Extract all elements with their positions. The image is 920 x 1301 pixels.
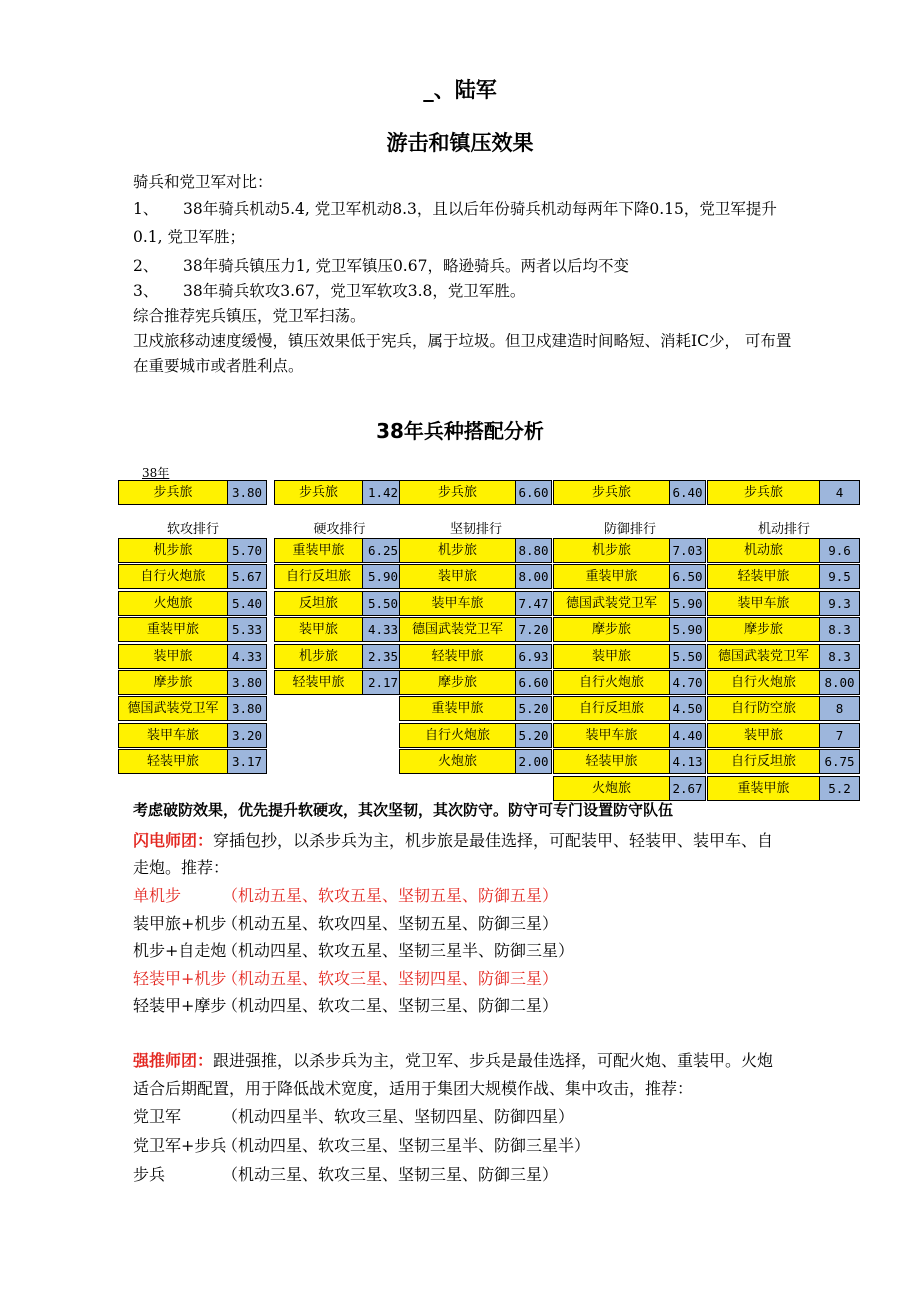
rank-value: 2.67 — [669, 776, 706, 801]
section-title: _、陆军 — [423, 78, 497, 102]
baseline-value: 1.42 — [362, 480, 404, 505]
guerrilla-conclusion: 综合推荐宪兵镇压，党卫军扫荡。 — [133, 307, 366, 325]
rank-value: 5.2 — [819, 776, 860, 801]
rank-name: 自行反坦旅 — [707, 749, 820, 774]
rank-name: 重装甲旅 — [399, 696, 516, 721]
rank-value: 8.3 — [819, 617, 860, 642]
column-header: 硬攻排行 — [313, 522, 366, 537]
rank-name: 装甲车旅 — [399, 591, 516, 616]
rank-value: 2.35 — [362, 644, 404, 669]
rank-name: 机动旅 — [707, 538, 820, 563]
rank-value: 5.33 — [227, 617, 267, 642]
rank-value: 3.17 — [227, 749, 267, 774]
guerrilla-title: 游击和镇压效果 — [386, 131, 534, 155]
baseline-name: 步兵旅 — [553, 480, 670, 505]
rank-value: 7.20 — [515, 617, 552, 642]
rank-name: 摩步旅 — [553, 617, 670, 642]
blitz-label: 闪电师团： — [133, 831, 214, 850]
rank-value: 5.20 — [515, 696, 552, 721]
baseline-value: 6.40 — [669, 480, 706, 505]
push-stars: （机动四星半、软攻三星、坚韧四星、防御四星） — [222, 1107, 575, 1126]
rank-value: 6.50 — [669, 564, 706, 589]
rank-value: 6.60 — [515, 670, 552, 695]
rank-name: 装甲旅 — [553, 644, 670, 669]
rank-name: 机步旅 — [118, 538, 228, 563]
rank-value: 3.20 — [227, 723, 267, 748]
rank-name: 装甲旅 — [707, 723, 820, 748]
rank-name: 装甲旅 — [274, 617, 363, 642]
rank-value: 6.93 — [515, 644, 552, 669]
guerrilla-intro: 骑兵和党卫军对比： — [133, 173, 273, 191]
blitz-stars: （机动四星、软攻二星、坚韧三星、防御二星） — [222, 996, 559, 1015]
rank-name: 自行火炮旅 — [553, 670, 670, 695]
push-label: 强推师团： — [133, 1051, 214, 1070]
rank-name: 轻装甲旅 — [707, 564, 820, 589]
baseline-value: 4 — [819, 480, 860, 505]
rank-name: 重装甲旅 — [553, 564, 670, 589]
item-number: 3、 — [133, 282, 159, 300]
rank-name: 重装甲旅 — [274, 538, 363, 563]
rank-name: 重装甲旅 — [707, 776, 820, 801]
rank-name: 机步旅 — [399, 538, 516, 563]
rank-value: 4.13 — [669, 749, 706, 774]
rank-name: 德国武装党卫军 — [118, 696, 228, 721]
rank-value: 6.25 — [362, 538, 404, 563]
rank-value: 8.3 — [819, 644, 860, 669]
rank-name: 自行火炮旅 — [707, 670, 820, 695]
rank-value: 7.47 — [515, 591, 552, 616]
rank-value: 2.17 — [362, 670, 404, 695]
push-combo: 党卫军 — [133, 1107, 182, 1126]
baseline-name: 步兵旅 — [399, 480, 516, 505]
rank-value: 3.80 — [227, 670, 267, 695]
blitz-stars: （机动五星、软攻三星、坚韧四星、防御三星） — [222, 968, 559, 988]
rank-name: 自行反坦旅 — [553, 696, 670, 721]
column-header: 软攻排行 — [166, 522, 219, 537]
item-text: 38年骑兵软攻3.67，党卫军软攻3.8，党卫军胜。 — [183, 282, 526, 300]
rank-name: 装甲车旅 — [707, 591, 820, 616]
rank-value: 4.33 — [227, 644, 267, 669]
rank-name: 自行防空旅 — [707, 696, 820, 721]
rank-value: 8 — [819, 696, 860, 721]
rank-value: 5.90 — [362, 564, 404, 589]
rank-name: 反坦旅 — [274, 591, 363, 616]
blitz-text: 穿插包抄，以杀步兵为主，机步旅是最佳选择，可配装甲、轻装甲、装甲车、自 — [213, 831, 774, 850]
rank-name: 摩步旅 — [118, 670, 228, 695]
blitz-combo: 轻装甲+机步 — [133, 968, 227, 988]
rank-value: 9.3 — [819, 591, 860, 616]
rank-value: 5.70 — [227, 538, 267, 563]
rank-name: 机步旅 — [274, 644, 363, 669]
push-text: 跟进强推，以杀步兵为主，党卫军、步兵是最佳选择，可配火炮、重装甲。火炮 — [213, 1051, 774, 1070]
item-text: 38年骑兵镇压力1, 党卫军镇压0.67，略逊骑兵。两者以后均不变 — [183, 257, 629, 275]
rank-name: 装甲车旅 — [553, 723, 670, 748]
rank-value: 4.70 — [669, 670, 706, 695]
rank-value: 5.20 — [515, 723, 552, 748]
blitz-combo: 轻装甲+摩步 — [133, 996, 227, 1015]
ranking-grid — [118, 480, 861, 796]
blitz-line1 — [133, 831, 773, 851]
item-text-cont: 0.1, 党卫军胜； — [133, 228, 246, 246]
rank-value: 5.50 — [362, 591, 404, 616]
rank-name: 德国武装党卫军 — [399, 617, 516, 642]
rank-name: 德国武装党卫军 — [553, 591, 670, 616]
push-line1 — [133, 1051, 773, 1071]
rank-name: 轻装甲旅 — [118, 749, 228, 774]
rank-value: 9.5 — [819, 564, 860, 589]
rank-value: 2.00 — [515, 749, 552, 774]
rank-value: 6.75 — [819, 749, 860, 774]
baseline-name: 步兵旅 — [274, 480, 363, 505]
garrison-note-line2: 在重要城市或者胜利点。 — [133, 357, 304, 375]
rank-name: 德国武装党卫军 — [707, 644, 820, 669]
analysis-title: 38年兵种搭配分析 — [376, 419, 544, 443]
rank-name: 摩步旅 — [399, 670, 516, 695]
consider-note: 考虑破防效果，优先提升软硬攻，其次坚韧，其次防守。防守可专门设置防守队伍 — [133, 801, 674, 819]
rank-name: 自行火炮旅 — [118, 564, 228, 589]
rank-value: 4.50 — [669, 696, 706, 721]
rank-value: 8.80 — [515, 538, 552, 563]
rank-value: 3.80 — [227, 696, 267, 721]
item-text: 38年骑兵机动5.4, 党卫军机动8.3，且以后年份骑兵机动每两年下降0.15，党卫军提升 — [183, 200, 777, 218]
column-header: 坚韧排行 — [449, 522, 502, 537]
blitz-stars: （机动四星、软攻五星、坚韧三星半、防御三星） — [222, 941, 575, 960]
rank-name: 装甲车旅 — [118, 723, 228, 748]
rank-name: 自行火炮旅 — [399, 723, 516, 748]
rank-value: 8.00 — [515, 564, 552, 589]
rank-value: 7.03 — [669, 538, 706, 563]
rank-name: 轻装甲旅 — [553, 749, 670, 774]
rank-name: 机步旅 — [553, 538, 670, 563]
garrison-note-line1: 卫戍旅移动速度缓慢，镇压效果低于宪兵，属于垃圾。但卫戍建造时间略短、消耗IC少， 可布置 — [133, 332, 792, 350]
rank-name: 火炮旅 — [118, 591, 228, 616]
rank-name: 重装甲旅 — [118, 617, 228, 642]
push-combo: 党卫军+步兵 — [133, 1136, 227, 1155]
rank-value: 4.40 — [669, 723, 706, 748]
rank-value: 5.50 — [669, 644, 706, 669]
baseline-name: 步兵旅 — [707, 480, 820, 505]
blitz-stars: （机动五星、软攻五星、坚韧五星、防御五星） — [222, 886, 559, 905]
item-number: 2、 — [133, 257, 159, 275]
baseline-value: 6.60 — [515, 480, 552, 505]
push-stars: （机动三星、软攻三星、坚韧三星、防御三星） — [222, 1165, 559, 1184]
rank-value: 5.90 — [669, 617, 706, 642]
rank-name: 自行反坦旅 — [274, 564, 363, 589]
baseline-value: 3.80 — [227, 480, 267, 505]
rank-value: 5.40 — [227, 591, 267, 616]
push-combo: 步兵 — [133, 1165, 166, 1184]
rank-name: 轻装甲旅 — [274, 670, 363, 695]
rank-value: 7 — [819, 723, 860, 748]
blitz-combo: 单机步 — [133, 886, 182, 905]
year-label: 38年 — [142, 466, 170, 480]
rank-name: 装甲旅 — [118, 644, 228, 669]
blitz-combo: 装甲旅+机步 — [133, 913, 227, 933]
rank-value: 4.33 — [362, 617, 404, 642]
blitz-stars: （机动五星、软攻四星、坚韧五星、防御三星） — [222, 913, 559, 933]
rank-name: 摩步旅 — [707, 617, 820, 642]
blitz-line2: 走炮。推荐： — [133, 858, 230, 877]
column-header: 防御排行 — [603, 522, 656, 537]
blitz-combo: 机步+自走炮 — [133, 941, 227, 960]
push-line2: 适合后期配置，用于降低战术宽度，适用于集团大规模作战、集中攻击，推荐： — [133, 1079, 694, 1098]
column-header: 机动排行 — [757, 522, 810, 537]
rank-value: 9.6 — [819, 538, 860, 563]
rank-name: 装甲旅 — [399, 564, 516, 589]
item-number: 1、 — [133, 200, 159, 218]
rank-name: 轻装甲旅 — [399, 644, 516, 669]
rank-value: 5.67 — [227, 564, 267, 589]
rank-value: 5.90 — [669, 591, 706, 616]
push-stars: （机动四星、软攻三星、坚韧三星半、防御三星半） — [222, 1136, 591, 1155]
rank-name: 火炮旅 — [399, 749, 516, 774]
rank-name: 火炮旅 — [553, 776, 670, 801]
baseline-name: 步兵旅 — [118, 480, 228, 505]
rank-value: 8.00 — [819, 670, 860, 695]
